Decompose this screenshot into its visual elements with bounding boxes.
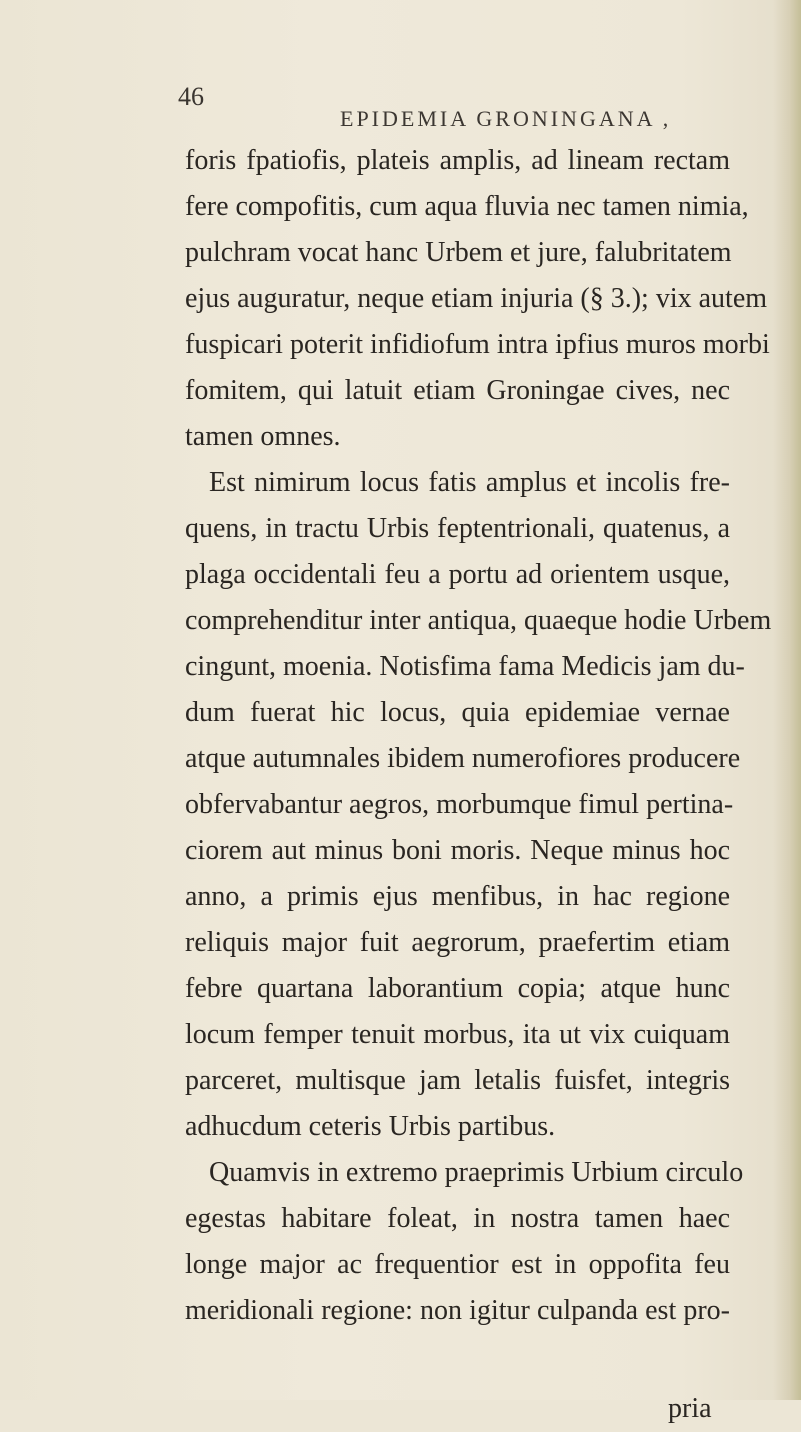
text-line: Quamvis in extremo praeprimis Urbium circulo	[209, 1157, 744, 1188]
text-line: atque autumnales ibidem numerofiores producere	[185, 743, 741, 774]
body-text	[185, 138, 772, 1334]
text-line: tamen omnes.	[185, 421, 341, 452]
paragraph	[185, 460, 772, 1150]
text-line: fomitem, qui latuit etiam Groningae cives, nec	[185, 375, 730, 406]
text-line: locum femper tenuit morbus, ita ut vix cuiquam	[185, 1019, 730, 1050]
page-header	[178, 82, 742, 136]
text-line: anno, a primis ejus menfibus, in hac regione	[185, 881, 730, 912]
text-line: dum fuerat hic locus, quia epidemiae vernae	[185, 697, 730, 728]
text-line: plaga occidentali feu a portu ad orientem usque,	[185, 559, 730, 590]
text-line: Est nimirum locus fatis amplus et incolis fre-	[209, 467, 730, 498]
text-line: fere compofitis, cum aqua fluvia nec tamen nimia,	[185, 191, 749, 222]
text-line: longe major ac frequentior est in oppofita feu	[185, 1249, 730, 1280]
text-line: ejus auguratur, neque etiam injuria (§ 3.); vix autem	[185, 283, 768, 314]
paragraph	[185, 138, 770, 460]
text-line: egestas habitare foleat, in nostra tamen haec	[185, 1203, 730, 1234]
text-line: ciorem aut minus boni moris. Neque minus hoc	[185, 835, 730, 866]
text-line: febre quartana laborantium copia; atque hunc	[185, 973, 730, 1004]
catchword: pria	[668, 1393, 712, 1424]
page-number: 46	[178, 82, 204, 111]
text-line: pulchram vocat hanc Urbem et jure, falubritatem	[185, 237, 732, 268]
text-line: reliquis major fuit aegrorum, praefertim etiam	[185, 927, 730, 958]
text-line: obfervabantur aegros, morbumque fimul pertina-	[185, 789, 734, 820]
text-line: parceret, multisque jam letalis fuisfet, integris	[185, 1065, 730, 1096]
text-line: adhucdum ceteris Urbis partibus.	[185, 1111, 556, 1142]
text-line: cingunt, moenia. Notisfima fama Medicis jam du-	[185, 651, 745, 682]
page-edge	[773, 0, 801, 1400]
text-line: foris fpatiofis, plateis amplis, ad lineam rectam	[185, 145, 730, 176]
text-line: quens, in tractu Urbis feptentrionali, quatenus, a	[185, 513, 730, 544]
running-title: EPIDEMIA GRONINGANA ,	[340, 106, 672, 131]
text-line: fuspicari poterit infidiofum intra ipfius muros morbi	[185, 329, 770, 360]
text-line: meridionali regione: non igitur culpanda est pro-	[185, 1295, 730, 1326]
paragraph	[185, 1150, 744, 1334]
text-line: comprehenditur inter antiqua, quaeque hodie Urbem	[185, 605, 772, 636]
